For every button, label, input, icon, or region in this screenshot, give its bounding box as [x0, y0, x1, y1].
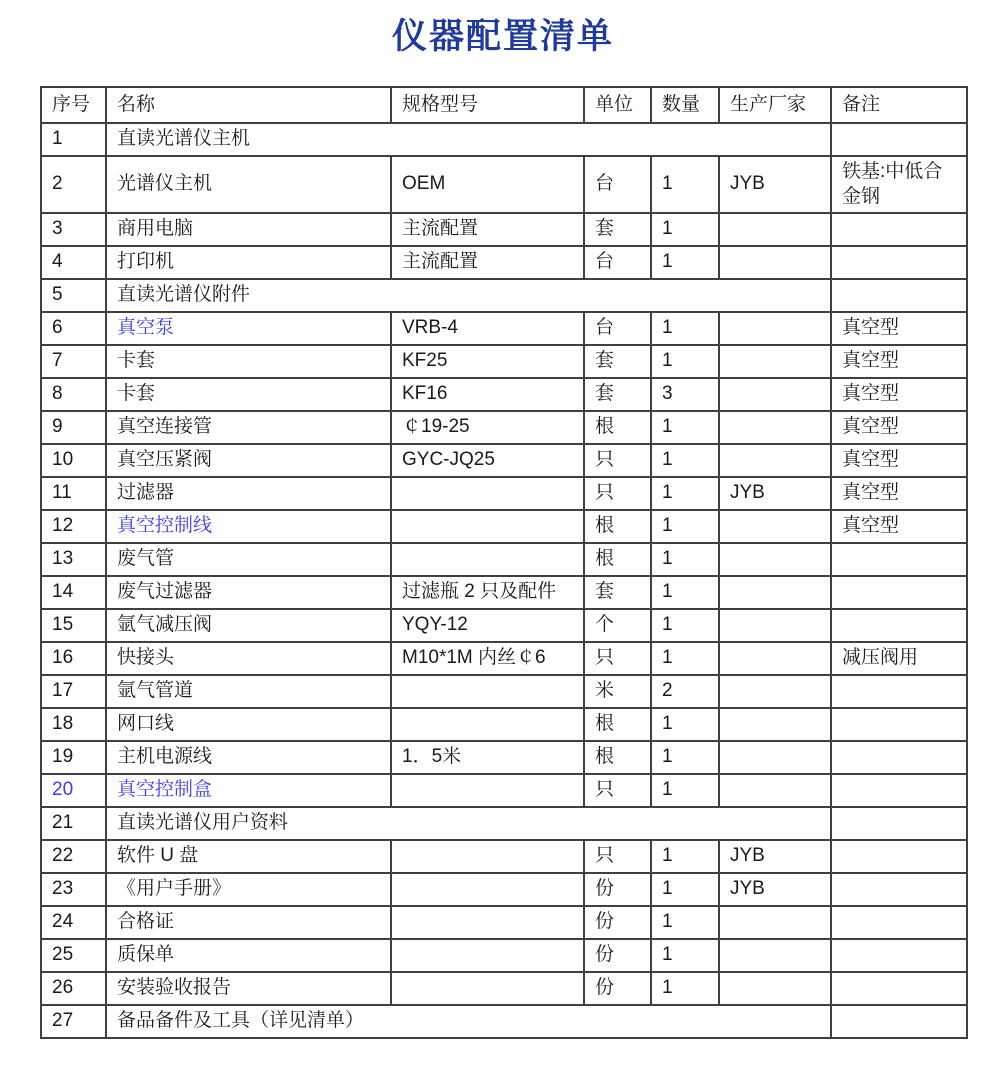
- cell-name: 真空控制线: [106, 510, 391, 543]
- cell-spec: M10*1M 内丝￠6: [391, 642, 584, 675]
- cell-no: 25: [41, 939, 106, 972]
- header-spec: 规格型号: [391, 87, 584, 123]
- cell-note: [831, 939, 967, 972]
- cell-qty: 1: [651, 576, 719, 609]
- cell-name: 质保单: [106, 939, 391, 972]
- table-row: [41, 246, 967, 279]
- cell-note: [831, 972, 967, 1005]
- cell-qty: 1: [651, 774, 719, 807]
- cell-unit: 份: [584, 906, 651, 939]
- cell-name: 安装验收报告: [106, 972, 391, 1005]
- cell-name: 氩气减压阀: [106, 609, 391, 642]
- cell-spec: KF25: [391, 345, 584, 378]
- table-row: [41, 312, 967, 345]
- cell-no: 19: [41, 741, 106, 774]
- cell-note: [831, 609, 967, 642]
- cell-name: 真空压紧阀: [106, 444, 391, 477]
- table-row: [41, 840, 967, 873]
- cell-no: 20: [41, 774, 106, 807]
- cell-unit: 只: [584, 840, 651, 873]
- cell-note: [831, 246, 967, 279]
- table-row: [41, 279, 967, 312]
- cell-qty: 1: [651, 312, 719, 345]
- table-row: [41, 939, 967, 972]
- cell-no: 2: [41, 156, 106, 213]
- cell-unit: 套: [584, 213, 651, 246]
- cell-name: 废气过滤器: [106, 576, 391, 609]
- cell-note: [831, 675, 967, 708]
- cell-unit: 根: [584, 708, 651, 741]
- cell-no: 11: [41, 477, 106, 510]
- cell-no: 27: [41, 1005, 106, 1038]
- table-header-row: [41, 87, 967, 123]
- cell-name: 网口线: [106, 708, 391, 741]
- cell-spec: [391, 675, 584, 708]
- cell-name: 备品备件及工具（详见清单）: [106, 1005, 831, 1038]
- cell-note: [831, 1005, 967, 1038]
- cell-note: [831, 708, 967, 741]
- cell-mfr: [719, 246, 831, 279]
- cell-spec: [391, 906, 584, 939]
- cell-spec: ￠19-25: [391, 411, 584, 444]
- cell-unit: 台: [584, 312, 651, 345]
- cell-unit: 套: [584, 378, 651, 411]
- cell-unit: 份: [584, 972, 651, 1005]
- cell-qty: 1: [651, 477, 719, 510]
- cell-name: 直读光谱仪用户资料: [106, 807, 831, 840]
- cell-qty: 1: [651, 708, 719, 741]
- cell-note: [831, 840, 967, 873]
- table-row: [41, 873, 967, 906]
- cell-no: 4: [41, 246, 106, 279]
- table-row: [41, 972, 967, 1005]
- cell-note: 真空型: [831, 312, 967, 345]
- cell-spec: [391, 939, 584, 972]
- cell-name: 真空泵: [106, 312, 391, 345]
- cell-no: 23: [41, 873, 106, 906]
- table-body: [41, 123, 967, 1038]
- cell-mfr: JYB: [719, 156, 831, 213]
- cell-note: [831, 576, 967, 609]
- cell-mfr: [719, 906, 831, 939]
- cell-spec: [391, 510, 584, 543]
- cell-mfr: [719, 741, 831, 774]
- cell-qty: 1: [651, 213, 719, 246]
- cell-spec: 过滤瓶 2 只及配件: [391, 576, 584, 609]
- cell-unit: 份: [584, 939, 651, 972]
- cell-mfr: [719, 939, 831, 972]
- cell-unit: 根: [584, 510, 651, 543]
- cell-name: 卡套: [106, 378, 391, 411]
- cell-note: 真空型: [831, 378, 967, 411]
- cell-note: [831, 213, 967, 246]
- table-row: [41, 411, 967, 444]
- cell-no: 9: [41, 411, 106, 444]
- cell-mfr: [719, 345, 831, 378]
- cell-name: 直读光谱仪主机: [106, 123, 831, 156]
- cell-no: 1: [41, 123, 106, 156]
- cell-name: 《用户手册》: [106, 873, 391, 906]
- cell-qty: 1: [651, 510, 719, 543]
- cell-name: 光谱仪主机: [106, 156, 391, 213]
- table-row: [41, 378, 967, 411]
- table-row: [41, 123, 967, 156]
- cell-note: [831, 279, 967, 312]
- cell-no: 21: [41, 807, 106, 840]
- cell-no: 12: [41, 510, 106, 543]
- header-note: 备注: [831, 87, 967, 123]
- cell-mfr: [719, 312, 831, 345]
- header-name: 名称: [106, 87, 391, 123]
- cell-mfr: [719, 642, 831, 675]
- cell-unit: 套: [584, 576, 651, 609]
- table-row: [41, 510, 967, 543]
- cell-mfr: [719, 378, 831, 411]
- cell-unit: 根: [584, 741, 651, 774]
- cell-qty: 1: [651, 741, 719, 774]
- cell-mfr: [719, 510, 831, 543]
- cell-qty: 1: [651, 906, 719, 939]
- table-row: [41, 609, 967, 642]
- cell-mfr: [719, 609, 831, 642]
- table-row: [41, 213, 967, 246]
- cell-no: 10: [41, 444, 106, 477]
- cell-no: 26: [41, 972, 106, 1005]
- cell-qty: 1: [651, 156, 719, 213]
- cell-unit: 份: [584, 873, 651, 906]
- cell-mfr: JYB: [719, 477, 831, 510]
- cell-unit: 只: [584, 477, 651, 510]
- cell-qty: 1: [651, 543, 719, 576]
- cell-note: [831, 873, 967, 906]
- table-row: [41, 444, 967, 477]
- cell-no: 18: [41, 708, 106, 741]
- cell-unit: 只: [584, 444, 651, 477]
- cell-no: 3: [41, 213, 106, 246]
- cell-note: [831, 906, 967, 939]
- cell-mfr: JYB: [719, 873, 831, 906]
- cell-name: 卡套: [106, 345, 391, 378]
- cell-spec: YQY-12: [391, 609, 584, 642]
- cell-unit: 台: [584, 246, 651, 279]
- cell-note: 铁基:中低合金钢: [831, 156, 967, 213]
- cell-mfr: [719, 972, 831, 1005]
- cell-note: 真空型: [831, 510, 967, 543]
- cell-qty: 1: [651, 840, 719, 873]
- cell-mfr: [719, 774, 831, 807]
- cell-spec: 主流配置: [391, 246, 584, 279]
- table-row: [41, 708, 967, 741]
- cell-qty: 3: [651, 378, 719, 411]
- cell-spec: [391, 477, 584, 510]
- table-row: [41, 807, 967, 840]
- table-row: [41, 543, 967, 576]
- cell-qty: 1: [651, 972, 719, 1005]
- cell-name: 真空控制盒: [106, 774, 391, 807]
- cell-qty: 1: [651, 246, 719, 279]
- cell-mfr: [719, 543, 831, 576]
- header-unit: 单位: [584, 87, 651, 123]
- cell-unit: 只: [584, 642, 651, 675]
- table-row: [41, 642, 967, 675]
- cell-unit: 个: [584, 609, 651, 642]
- cell-note: 真空型: [831, 477, 967, 510]
- cell-name: 商用电脑: [106, 213, 391, 246]
- cell-qty: 1: [651, 609, 719, 642]
- cell-name: 软件 U 盘: [106, 840, 391, 873]
- cell-spec: [391, 543, 584, 576]
- cell-qty: 1: [651, 411, 719, 444]
- cell-note: [831, 123, 967, 156]
- cell-spec: GYC-JQ25: [391, 444, 584, 477]
- header-mfr: 生产厂家: [719, 87, 831, 123]
- cell-name: 过滤器: [106, 477, 391, 510]
- cell-no: 22: [41, 840, 106, 873]
- cell-unit: 台: [584, 156, 651, 213]
- cell-name: 主机电源线: [106, 741, 391, 774]
- cell-spec: OEM: [391, 156, 584, 213]
- cell-unit: 米: [584, 675, 651, 708]
- cell-no: 15: [41, 609, 106, 642]
- table-row: [41, 675, 967, 708]
- table-row: [41, 774, 967, 807]
- cell-mfr: [719, 576, 831, 609]
- cell-name: 废气管: [106, 543, 391, 576]
- cell-unit: 套: [584, 345, 651, 378]
- cell-note: 真空型: [831, 345, 967, 378]
- header-no: 序号: [41, 87, 106, 123]
- cell-no: 24: [41, 906, 106, 939]
- cell-note: [831, 543, 967, 576]
- cell-name: 快接头: [106, 642, 391, 675]
- cell-qty: 1: [651, 939, 719, 972]
- cell-spec: [391, 972, 584, 1005]
- cell-name: 氩气管道: [106, 675, 391, 708]
- page-title: 仪器配置清单: [391, 17, 614, 56]
- cell-mfr: JYB: [719, 840, 831, 873]
- cell-spec: KF16: [391, 378, 584, 411]
- cell-no: 5: [41, 279, 106, 312]
- cell-no: 6: [41, 312, 106, 345]
- cell-name: 真空连接管: [106, 411, 391, 444]
- table-row: [41, 345, 967, 378]
- cell-name: 打印机: [106, 246, 391, 279]
- cell-name: 直读光谱仪附件: [106, 279, 831, 312]
- table-row: [41, 576, 967, 609]
- cell-spec: [391, 774, 584, 807]
- table-row: [41, 906, 967, 939]
- header-qty: 数量: [651, 87, 719, 123]
- table-row: [41, 156, 967, 213]
- cell-qty: 2: [651, 675, 719, 708]
- cell-no: 8: [41, 378, 106, 411]
- cell-mfr: [719, 213, 831, 246]
- equipment-config-table: [40, 86, 968, 1039]
- cell-unit: 根: [584, 411, 651, 444]
- cell-note: 真空型: [831, 411, 967, 444]
- cell-note: 真空型: [831, 444, 967, 477]
- table-header: [41, 87, 967, 123]
- cell-mfr: [719, 411, 831, 444]
- cell-mfr: [719, 675, 831, 708]
- cell-note: [831, 807, 967, 840]
- cell-mfr: [719, 444, 831, 477]
- cell-qty: 1: [651, 642, 719, 675]
- cell-spec: 主流配置: [391, 213, 584, 246]
- cell-spec: [391, 873, 584, 906]
- cell-spec: [391, 708, 584, 741]
- cell-unit: 只: [584, 774, 651, 807]
- cell-spec: [391, 840, 584, 873]
- cell-no: 16: [41, 642, 106, 675]
- cell-no: 13: [41, 543, 106, 576]
- table-row: [41, 1005, 967, 1038]
- cell-qty: 1: [651, 873, 719, 906]
- cell-no: 17: [41, 675, 106, 708]
- cell-note: [831, 741, 967, 774]
- cell-qty: 1: [651, 444, 719, 477]
- cell-name: 合格证: [106, 906, 391, 939]
- table-row: [41, 477, 967, 510]
- cell-note: [831, 774, 967, 807]
- table-row: [41, 741, 967, 774]
- cell-qty: 1: [651, 345, 719, 378]
- cell-note: 减压阀用: [831, 642, 967, 675]
- cell-no: 14: [41, 576, 106, 609]
- cell-unit: 根: [584, 543, 651, 576]
- cell-mfr: [719, 708, 831, 741]
- cell-spec: VRB-4: [391, 312, 584, 345]
- cell-no: 7: [41, 345, 106, 378]
- cell-spec: 1．5米: [391, 741, 584, 774]
